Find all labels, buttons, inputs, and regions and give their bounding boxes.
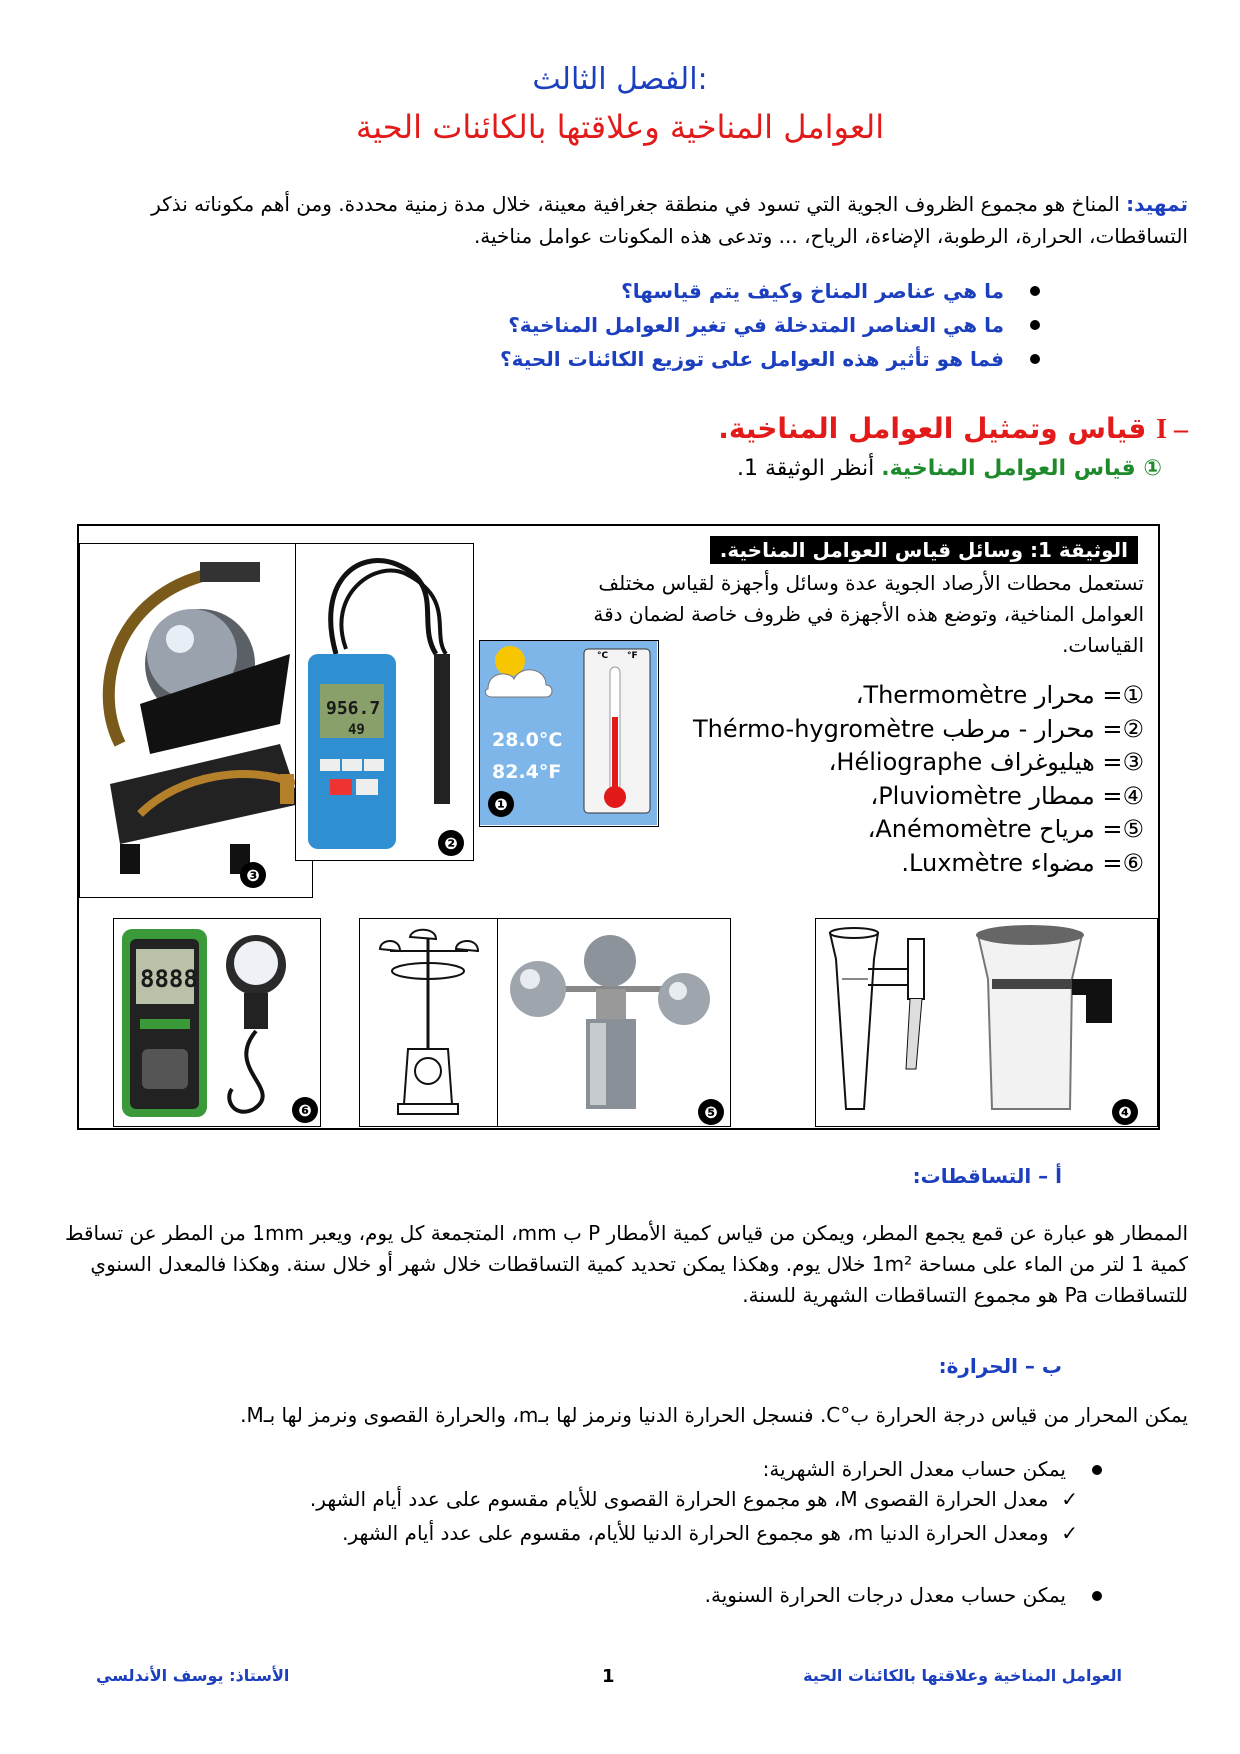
instrument-item: ④ = ممطار Pluviomètre ، — [870, 781, 1144, 810]
temp-heading: ب – الحرارة: — [938, 1354, 1062, 1378]
instrument-item: ⑤ = مرياح Anémomètre ، — [867, 815, 1144, 843]
instrument-list — [624, 679, 1144, 880]
bullet-icon — [1030, 354, 1040, 364]
temp-check-1: ✓ معدل الحرارة القصوى M، هو مجموع الحرارة القصوى للأيام مقسوم على عدد أيام الشهر. — [309, 1487, 1078, 1511]
question-item: ما هي عناصر المناخ وكيف يتم قياسها؟ — [140, 274, 1040, 308]
image-number-1: ❶ — [488, 791, 514, 817]
question-item: ما هي العناصر المتدخلة في تغير العوامل المناخية؟ — [140, 308, 1040, 342]
instrument-item: ① = محرار Thermomètre ، — [855, 681, 1144, 709]
luxmeter-image — [113, 918, 321, 1127]
hygro-display-1: 956.7 — [326, 698, 381, 719]
intro-text: المناخ هو مجموع الظروف الجوية التي تسود في منطقة جغرافية معينة، خلال مدة زمنية محددة. ومن أهم مكوناته نذكر التساقطات، الحرارة، الرطوبة، الإضاءة، الرياح، ... وتدعى هذه المكونات عوامل مناخية. — [151, 192, 1188, 248]
bullet-icon — [1030, 320, 1040, 330]
pluviometer-image — [815, 918, 1158, 1127]
thermo-hygrometer-image — [295, 543, 474, 861]
temp-check-2: ✓ ومعدل الحرارة الدنيا m، هو مجموع الحرارة الدنيا للأيام، مقسوم على عدد أيام الشهر. — [342, 1521, 1078, 1545]
question-list — [140, 274, 1040, 376]
instrument-item: ⑥ = مضواء Luxmètre . — [901, 848, 1144, 877]
check-icon: ✓ — [1048, 1521, 1078, 1545]
footer-author: الأستاذ: يوسف الأندلسي — [96, 1666, 290, 1685]
document-title: الوثيقة 1: وسائل قياس العوامل المناخية. — [710, 536, 1138, 564]
subsection-ref: أنظر الوثيقة 1. — [736, 456, 882, 481]
footer-title: العوامل المناخية وعلاقتها بالكائنات الحية — [803, 1666, 1122, 1685]
thermo-unit-c: °C — [597, 651, 609, 661]
document-description: تستعمل محطات الأرصاد الجوية عدة وسائل وأجهزة لقياس مختلف العوامل المناخية، وتوضع هذه الأجهزة في ظروف خاصة لضمان دقة القياسات. — [593, 571, 1144, 657]
lux-display: 8888 — [140, 965, 198, 993]
question-item: فما هو تأثير هذه العوامل على توزيع الكائنات الحية؟ — [140, 342, 1040, 376]
luxmeter-icon — [114, 919, 319, 1124]
intro-paragraph — [48, 188, 1188, 252]
anemometer-line-icon — [360, 919, 498, 1124]
fahrenheit-reading: 82.4°F — [492, 761, 562, 783]
subsection-heading — [737, 456, 1162, 481]
subsection-number: ① — [1143, 456, 1162, 481]
section-title: قياس وتمثيل العوامل المناخية. — [718, 412, 1157, 445]
anemometer-drawing — [359, 918, 499, 1127]
image-number-6: ❻ — [292, 1097, 318, 1123]
celsius-reading: 28.0°C — [492, 729, 563, 751]
image-number-5: ❺ — [698, 1099, 724, 1125]
bullet-icon — [1030, 286, 1040, 296]
page-number: 1 — [602, 1666, 615, 1687]
anemometer-image — [497, 918, 731, 1127]
thermo-unit-f: °F — [627, 651, 638, 661]
chapter-title: الفصل الثالث: — [532, 62, 708, 97]
pluviometer-icon — [816, 919, 1156, 1124]
heliograph-icon — [80, 544, 310, 894]
page-title: العوامل المناخية وعلاقتها بالكائنات الحية — [355, 108, 885, 146]
image-number-4: ❹ — [1112, 1099, 1138, 1125]
instrument-item: ② = محرار - مرطب Thérmo-hygromètre — [692, 714, 1144, 743]
temp-bullet-1: يمكن حساب معدل الحرارة الشهرية: — [202, 1454, 1102, 1485]
check-icon: ✓ — [1048, 1487, 1078, 1511]
image-number-2: ❷ — [438, 830, 464, 856]
bullet-icon — [1092, 1591, 1102, 1601]
intro-label: تمهيد: — [1126, 192, 1188, 216]
subsection-title: قياس العوامل المناخية. — [881, 456, 1144, 481]
thermo-hygrometer-icon — [296, 544, 471, 859]
heliograph-image — [79, 543, 313, 898]
document-1 — [77, 524, 1160, 1130]
instrument-item: ③ = هيليوغراف Héliographe ، — [828, 748, 1144, 776]
temp-bullet-2: يمكن حساب معدل درجات الحرارة السنوية. — [202, 1580, 1102, 1611]
section-numeral: I – — [1156, 414, 1188, 445]
precip-paragraph: الممطار هو عبارة عن قمع يجمع المطر، ويمكن من قياس كمية الأمطار P ب mm، المتجمعة كل يوم، ويعبر 1mm من المطر عن تساقط كمية 1 لتر من الماء على مساحة 1m² خلال يوم. وهكذا يمكن تحديد كمية التساقطات خلال شهر أو خلال سنة. وهكذا فالمعدل السنوي للتساقطات Pa هو مجموع التساقطات الشهرية للسنة. — [65, 1221, 1188, 1307]
section-heading — [718, 412, 1188, 446]
bullet-icon — [1092, 1465, 1102, 1475]
hygro-display-2: 49 — [348, 722, 365, 738]
image-number-3: ❸ — [240, 862, 266, 888]
anemometer-icon — [498, 919, 728, 1124]
precip-heading: أ – التساقطات: — [912, 1164, 1062, 1188]
temp-paragraph: يمكن المحرار من قياس درجة الحرارة ب°C. فنسجل الحرارة الدنيا ونرمز لها بـm، والحرارة القصوى ونرمز لها بـM. — [240, 1403, 1188, 1427]
